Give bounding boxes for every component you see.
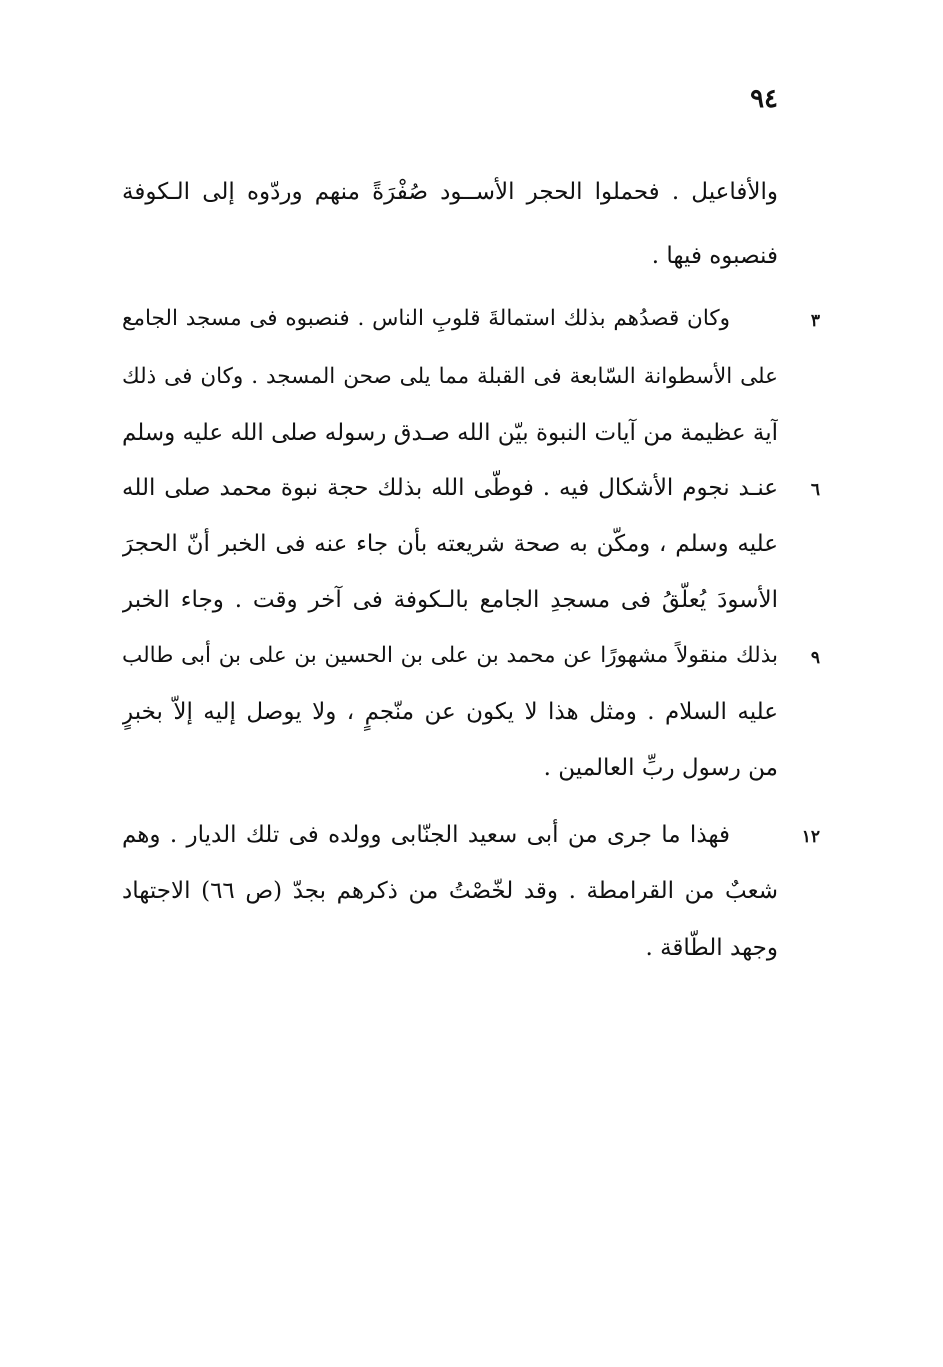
line-number-marker: ٣	[810, 311, 820, 331]
line-number-marker: ٩	[810, 648, 820, 668]
text-line: بذلك منقولاً مشهورًا عن محمد بن على بن الحسين بن على بن أبى طالب	[122, 643, 778, 668]
line-number-marker: ١٢	[801, 827, 820, 847]
text-line: آية عظيمة من آيات النبوة بيّن الله صـدق رسوله صلى الله عليه وسلم	[122, 420, 778, 446]
text-line: عنـد نجوم الأشكال فيه . فوطّى الله بذلك حجة نبوة محمد صلى الله	[122, 475, 778, 501]
line-number-marker: ٦	[810, 480, 820, 500]
text-line: على الأسطوانة السّابعة فى القبلة مما يلى صحن المسجد . وكان فى ذلك	[122, 364, 778, 389]
text-line: فنصبوه فيها .	[651, 243, 778, 269]
text-line: من رسول ربِّ العالمين .	[543, 755, 778, 781]
text-line: وجهد الطّاقة .	[645, 935, 778, 961]
text-line: وكان قصدُهم بذلك استمالةَ قلوبِ الناس . فنصبوه فى مسجد الجامع	[122, 306, 730, 331]
text-line: فهذا ما جرى من أبى سعيد الجنّابى وولده فى تلك الديار . وهم	[122, 822, 730, 848]
text-line: الأسودَ يُعلّقُ فى مسجدِ الجامع بالـكوفة فى آخر وقت . وجاء الخبر	[122, 587, 778, 613]
text-line: عليه وسلم ، ومكّن به صحة شريعته بأن جاء عنه فى الخبر أنّ الحجرَ	[122, 531, 778, 557]
text-line: شعبٌ من القرامطة . وقد لخّصْتُ من ذكرهم بجدّ (ص ٦٦) الاجتهاد	[122, 878, 778, 904]
text-line: والأفاعيل . فحملوا الحجر الأســود صُفْرَةً منهم وردّوه إلى الـكوفة	[122, 179, 778, 205]
page-number: ٩٤	[750, 84, 778, 114]
text-line: عليه السلام . ومثل هذا لا يكون عن منّجمٍ ، ولا يوصل إليه إلاّ بخبرٍ	[122, 699, 778, 725]
